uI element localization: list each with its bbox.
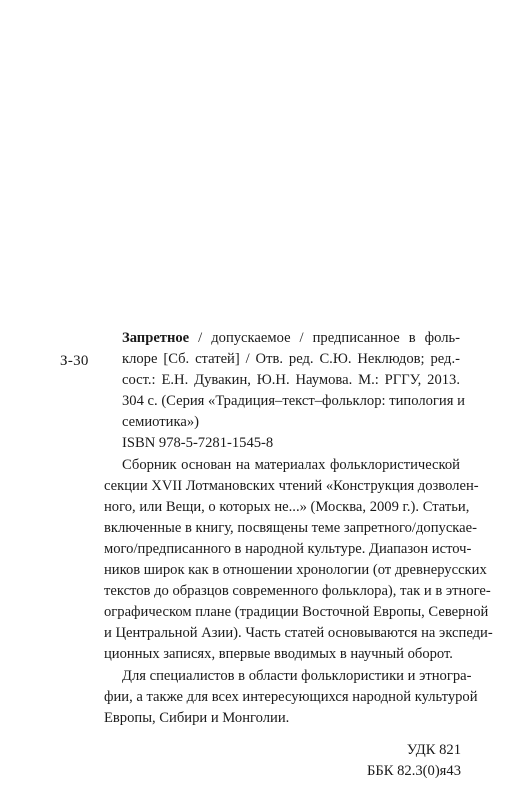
bib-line-3: сост.: Е.Н. Дувакин, Ю.Н. Наумова. М.: РГГУ, 2013. [122,372,460,388]
isbn: ISBN 978-5-7281-1545-8 [122,435,274,451]
annotation-line: ного, или Вещи, о которых не...» (Москва, 2009 г.). Статьи, [104,499,470,515]
annotation-line: включенные в книгу, посвящены теме запретного/допускае- [104,520,477,536]
bib-line-1 [122,329,460,348]
bib-title: Запретное [122,330,190,346]
bib-line-4: 304 с. (Серия «Традиция–текст–фольклор: типология и [122,393,465,409]
annotation-line: и Центральной Азии). Часть статей основываются на экспеди- [104,625,493,641]
annotation-line: ографическом плане (традиции Восточной Европы, Северной [104,604,489,620]
udc-code: УДК 821 [406,742,461,758]
annotation-line: ников широк как в отношении хронологии (от древнерусских [104,562,487,578]
author-sign-code: З-30 [60,353,89,369]
annotation-line: мого/предписанного в народной культуре. Диапазон источ- [104,541,472,557]
annotation-line: Сборник основан на материалах фольклористической [122,457,460,473]
annotation-line: Для специалистов в области фольклористики и этногра- [122,668,472,684]
annotation-line: ционных записях, впервые вводимых в научный оборот. [104,646,453,662]
bib-line-1-rest: / допускаемое / предписанное в фоль- [189,330,460,346]
annotation-line: текстов до образцов современного фольклора), так и в этноге- [104,583,491,599]
bbk-code: ББК 82.3(0)я43 [366,763,461,779]
annotation-line: секции XVII Лотмановских чтений «Конструкция дозволен- [104,478,479,494]
annotation-line: фии, а также для всех интересующихся народной культурой [104,689,478,705]
annotation-line: Европы, Сибири и Монголии. [104,710,290,726]
bib-line-5: семиотика») [122,414,199,430]
bib-line-2: клоре [Сб. статей] / Отв. ред. С.Ю. Неклюдов; ред.- [122,351,460,367]
